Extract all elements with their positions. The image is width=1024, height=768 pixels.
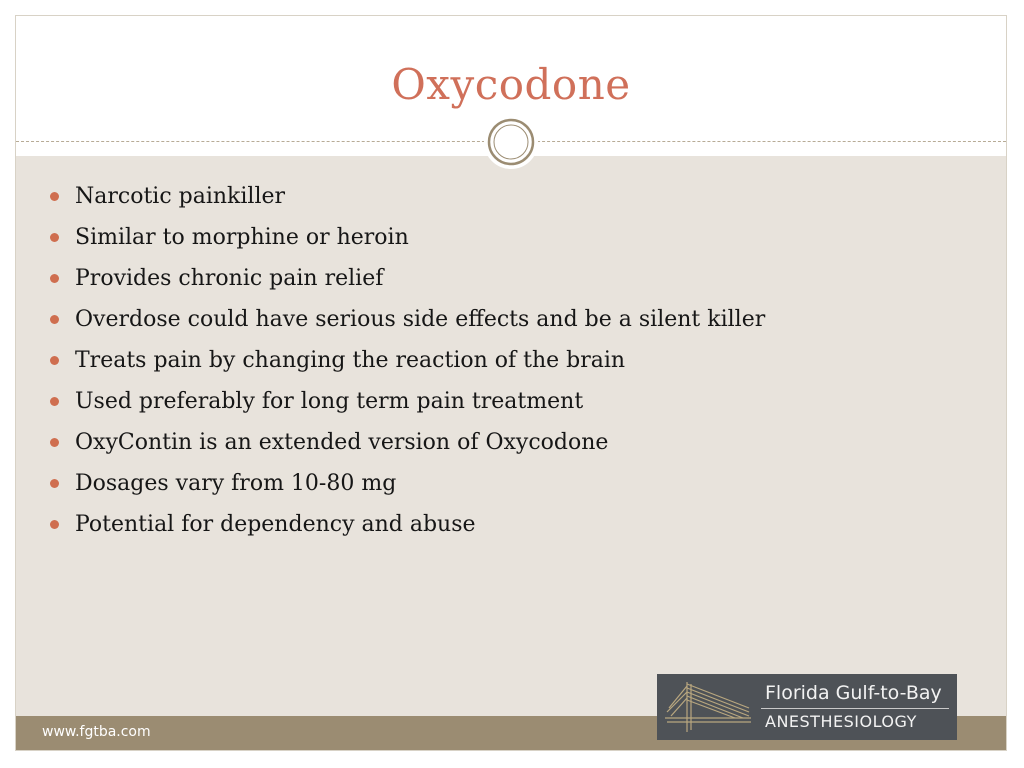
bullet-text: Potential for dependency and abuse — [75, 512, 476, 537]
bullet-dot-icon — [50, 233, 59, 242]
bullet-text: Provides chronic pain relief — [75, 266, 384, 291]
bullet-item — [50, 340, 765, 381]
bullet-text: Similar to morphine or heroin — [75, 225, 409, 250]
bullet-text: Dosages vary from 10-80 mg — [75, 471, 397, 496]
bullet-dot-icon — [50, 274, 59, 283]
bullet-text: Narcotic painkiller — [75, 184, 286, 209]
bullet-text: OxyContin is an extended version of Oxycodone — [75, 430, 609, 455]
bullet-item — [50, 381, 765, 422]
bullet-dot-icon — [50, 397, 59, 406]
logo-company-name: Florida Gulf-to-Bay — [765, 682, 942, 704]
logo-company-specialty: ANESTHESIOLOGY — [765, 712, 917, 731]
bridge-logo-icon — [665, 678, 751, 736]
bullet-text: Treats pain by changing the reaction of the brain — [75, 348, 626, 373]
bullet-item — [50, 463, 765, 504]
bullet-list — [50, 176, 765, 545]
bullet-dot-icon — [50, 192, 59, 201]
bullet-dot-icon — [50, 438, 59, 447]
bullet-dot-icon — [50, 315, 59, 324]
footer-url[interactable]: www.fgtba.com — [42, 724, 151, 740]
bullet-item — [50, 217, 765, 258]
bullet-text: Overdose could have serious side effects and be a silent killer — [75, 307, 766, 332]
bullet-item — [50, 258, 765, 299]
slide — [16, 16, 1006, 750]
logo-divider — [761, 708, 949, 709]
bullet-dot-icon — [50, 479, 59, 488]
company-logo — [657, 674, 957, 740]
ring-ornament-icon — [483, 114, 539, 170]
bullet-text: Used preferably for long term pain treatment — [75, 389, 584, 414]
bullet-dot-icon — [50, 520, 59, 529]
bullet-item — [50, 299, 765, 340]
slide-title: Oxycodone — [391, 60, 631, 109]
bullet-item — [50, 176, 765, 217]
bullet-dot-icon — [50, 356, 59, 365]
bullet-item — [50, 504, 765, 545]
bullet-item — [50, 422, 765, 463]
